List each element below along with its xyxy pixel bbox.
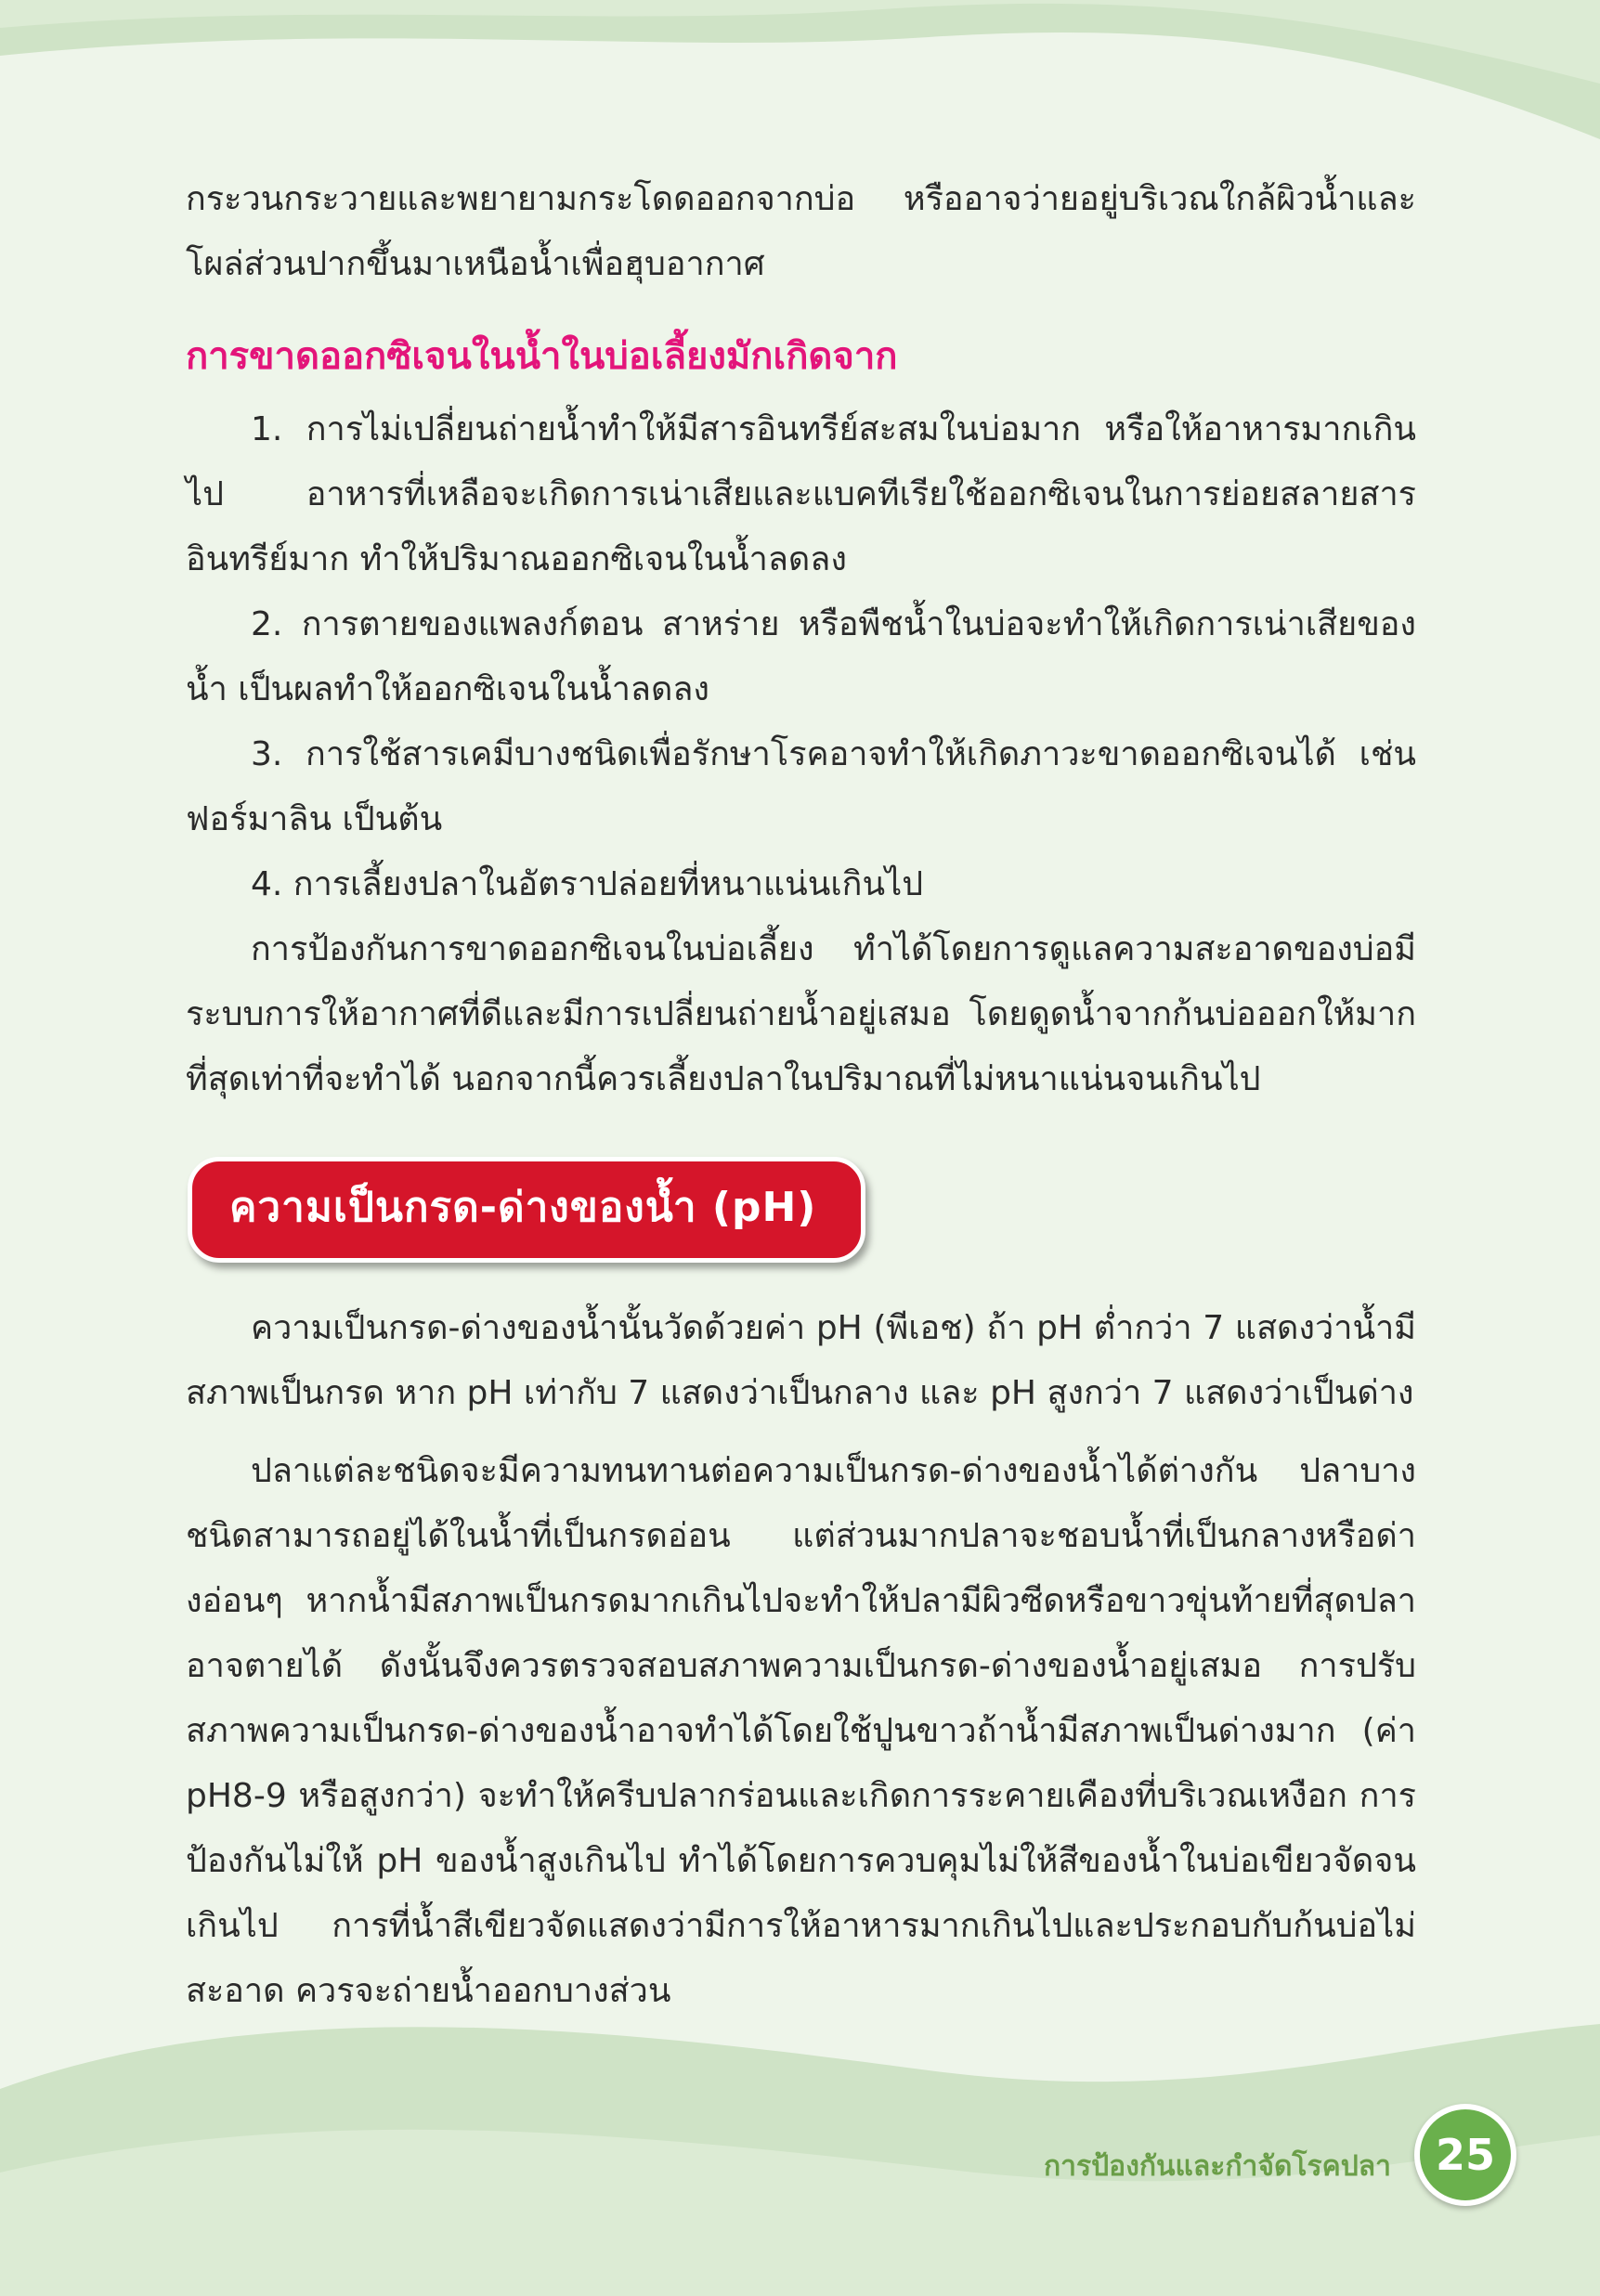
oxygen-prevention-paragraph: การป้องกันการขาดออกซิเจนในบ่อเลี้ยง ทำได้โดยการดูแลความสะอาดของบ่อมีระบบการให้อากาศที่ดีและมีการเปลี่ยนถ่ายน้ำอยู่เสมอ โดยดูดน้ำจากก้นบ่อออกให้มากที่สุดเท่าที่จะทำได้ นอกจากนี้ควรเลี้ยงปลาในปริมาณที่ไม่หนาแน่นจนเกินไป — [186, 930, 1416, 1098]
list-item: 4. การเลี้ยงปลาในอัตราปล่อยที่หนาแน่นเกินไป — [251, 865, 924, 903]
list-item: 1. การไม่เปลี่ยนถ่ายน้ำทำให้มีสารอินทรีย์สะสมในบ่อมาก หรือให้อาหารมากเกินไป อาหารที่เหลือจะเกิดการเน่าเสียและแบคทีเรียใช้ออกซิเจนในการย่อยสลายสารอินทรีย์มาก ทำให้ปริมาณออกซิเจนในน้ำลดลง — [186, 410, 1416, 578]
intro-paragraph: กระวนกระวายและพยายามกระโดดออกจากบ่อ หรืออาจว่ายอยู่บริเวณใกล้ผิวน้ำและโผล่ส่วนปากขึ้นมาเหนือน้ำเพื่อฮุบอากาศ — [186, 180, 1416, 283]
ph-section-title: ความเป็นกรด-ด่างของน้ำ (pH) — [188, 1157, 865, 1263]
page-content — [186, 167, 1416, 2024]
oxygen-heading: การขาดออกซิเจนในน้ำในบ่อเลี้ยงมักเกิดจาก — [186, 335, 898, 378]
ph-paragraph-2: ปลาแต่ละชนิดจะมีความทนทานต่อความเป็นกรด-ด่างของน้ำได้ต่างกัน ปลาบางชนิดสามารถอยู่ได้ในน้ำที่เป็นกรดอ่อน แต่ส่วนมากปลาจะชอบน้ำที่เป็นกลางหรือด่างอ่อนๆ หากน้ำมีสภาพเป็นกรดมากเกินไปจะทำให้ปลามีผิวซีดหรือขาวขุ่นท้ายที่สุดปลาอาจตายได้ ดังนั้นจึงควรตรวจสอบสภาพความเป็นกรด-ด่างของน้ำอยู่เสมอ การปรับสภาพความเป็นกรด-ด่างของน้ำอาจทำได้โดยใช้ปูนขาวถ้าน้ำมีสภาพเป็นด่างมาก (ค่า pH8-9 หรือสูงกว่า) จะทำให้ครีบปลากร่อนและเกิดการระคายเคืองที่บริเวณเหงือก การป้องกันไม่ให้ pH ของน้ำสูงเกินไป ทำได้โดยการควบคุมไม่ให้สีของน้ำในบ่อเขียวจัดจนเกินไป การที่น้ำสีเขียวจัดแสดงว่ามีการให้อาหารมากเกินไปและประกอบกับก้นบ่อไม่สะอาด ควรจะถ่ายน้ำออกบางส่วน — [186, 1452, 1416, 2010]
list-item: 3. การใช้สารเคมีบางชนิดเพื่อรักษาโรคอาจทำให้เกิดภาวะขาดออกซิเจนได้ เช่น ฟอร์มาลิน เป็นต้น — [186, 735, 1416, 838]
page-number-badge: 25 — [1414, 2104, 1516, 2206]
footer-book-title: การป้องกันและกำจัดโรคปลา — [1044, 2150, 1391, 2183]
ph-paragraph-1: ความเป็นกรด-ด่างของน้ำนั้นวัดด้วยค่า pH (พีเอช) ถ้า pH ต่ำกว่า 7 แสดงว่าน้ำมีสภาพเป็นกรด หาก pH เท่ากับ 7 แสดงว่าเป็นกลาง และ pH สูงกว่า 7 แสดงว่าเป็นด่าง — [186, 1309, 1416, 1412]
list-item: 2. การตายของแพลงก์ตอน สาหร่าย หรือพืชน้ำในบ่อจะทำให้เกิดการเน่าเสียของน้ำ เป็นผลทำให้ออกซิเจนในน้ำลดลง — [186, 605, 1416, 708]
